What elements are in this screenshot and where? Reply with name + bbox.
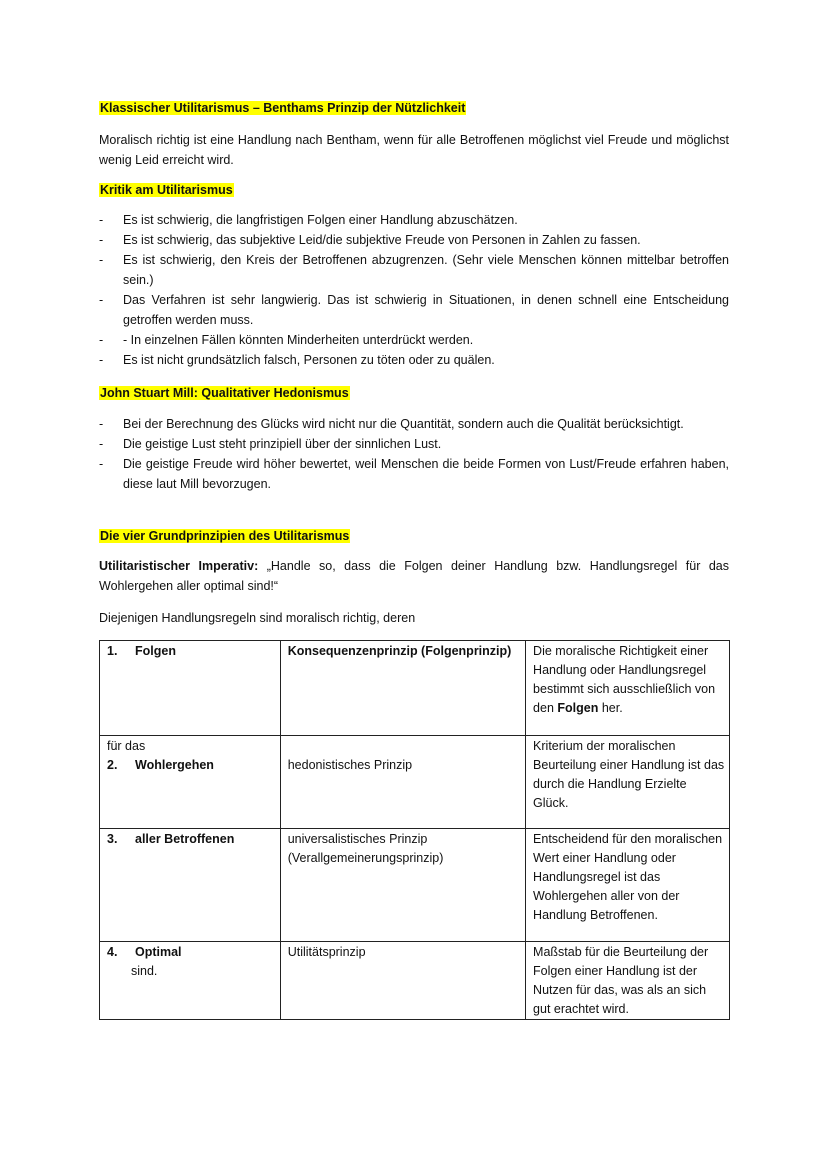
list-item: - Es ist schwierig, den Kreis der Betroffenen abzugrenzen. (Sehr viele Menschen können mittelbar betroffen sein.) bbox=[99, 253, 729, 287]
heading-mill: John Stuart Mill: Qualitativer Hedonismus bbox=[100, 386, 349, 400]
list-item: - Die geistige Lust steht prinzipiell über der sinnlichen Lust. bbox=[99, 437, 442, 451]
list-item: - Es ist schwierig, das subjektive Leid/die subjektive Freude von Personen in Zahlen zu fassen. bbox=[99, 233, 641, 247]
list-item: - Die geistige Freude wird höher bewertet, weil Menschen die beide Formen von Lust/Freude erfahren haben, diese laut Mill bevorzugen. bbox=[99, 457, 729, 491]
table-row: 1. Folgen Konsequenzenprinzip (Folgenprinzip) Die moralische Richtigkeit einer Handlung oder Handlungsregel bestimmt sich ausschließlich von den Folgen her. bbox=[100, 641, 730, 736]
list-item: - Das Verfahren ist sehr langwierig. Das ist schwierig in Situationen, in denen schnell eine Entscheidung getroffen werden muss. bbox=[99, 293, 729, 327]
principles-table bbox=[99, 640, 730, 1020]
table-intro: Diejenigen Handlungsregeln sind moralisch richtig, deren bbox=[99, 611, 416, 625]
heading-kritik: Kritik am Utilitarismus bbox=[100, 183, 233, 197]
list-item: - Es ist nicht grundsätzlich falsch, Personen zu töten oder zu quälen. bbox=[99, 353, 495, 367]
table-row: 4. Optimal sind. Utilitätsprinzip Maßstab für die Beurteilung der Folgen einer Handlung ist der Nutzen für das, was als an sich gut erachtet wird. bbox=[100, 942, 730, 1020]
heading-bentham: Klassischer Utilitarismus – Benthams Prinzip der Nützlichkeit bbox=[100, 101, 466, 115]
list-item: - Es ist schwierig, die langfristigen Folgen einer Handlung abzuschätzen. bbox=[99, 213, 518, 227]
heading-grundprinzipien: Die vier Grundprinzipien des Utilitarismus bbox=[100, 529, 350, 543]
list-item: - Bei der Berechnung des Glücks wird nicht nur die Quantität, sondern auch die Qualität berücksichtigt. bbox=[99, 417, 684, 431]
imperative: Utilitaristischer Imperativ: „Handle so, dass die Folgen deiner Handlung bzw. Handlungsregel für das Wohlergehen aller optimal sind!“ bbox=[99, 559, 729, 593]
table-row: 3. aller Betroffenen universalistisches Prinzip (Verallgemeinerungsprinzip) Entscheidend für den moralischen Wert einer Handlung oder Handlungsregel ist das Wohlergehen aller von der Handlung Betroffenen. bbox=[100, 829, 730, 942]
bentham-text: Moralisch richtig ist eine Handlung nach Bentham, wenn für alle Betroffenen möglichst viel Freude und möglichst wenig Leid erreicht wird. bbox=[99, 133, 729, 167]
mill-list bbox=[99, 414, 729, 494]
list-item: - - In einzelnen Fällen könnten Minderheiten unterdrückt werden. bbox=[99, 333, 474, 347]
kritik-list bbox=[99, 210, 729, 370]
table-row: für das 2. Wohlergehen hedonistisches Prinzip Kriterium der moralischen Beurteilung einer Handlung ist das durch die Handlung Erzielte Glück. bbox=[100, 736, 730, 829]
